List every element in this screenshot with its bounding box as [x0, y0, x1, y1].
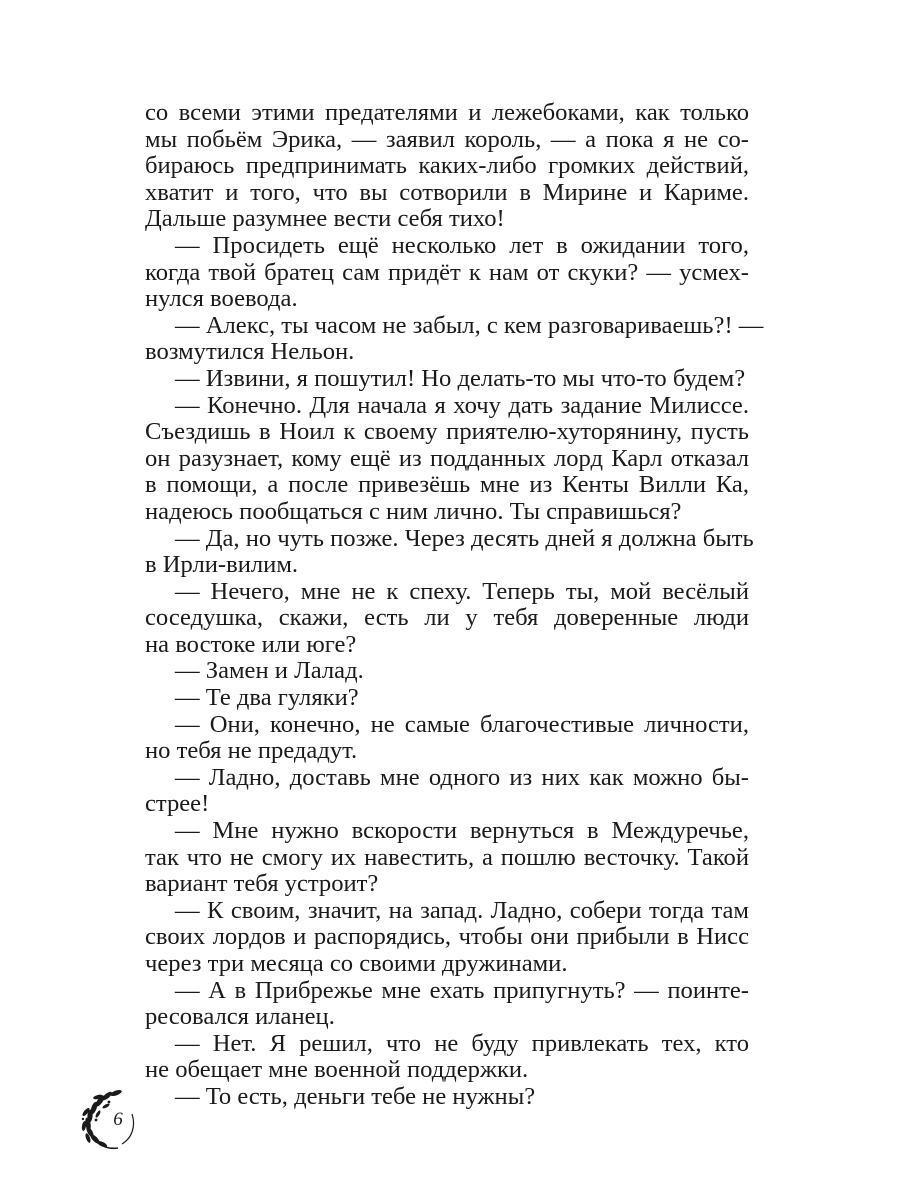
text-line: со всеми этими предателями и лежебоками, как только — [145, 99, 749, 126]
text-line: Дальше разумнее вести себя тихо! — [145, 205, 505, 233]
text-line: — Конечно. Для начала я хочу дать задание Милиссе. — [175, 391, 749, 419]
text-line: на востоке или юге? — [145, 630, 357, 658]
text-line: но тебя не предадут. — [145, 737, 358, 765]
text-line: ресовался иланец. — [145, 1003, 335, 1031]
text-line: в помощи, а после привезёшь мне из Кенты Вилли Ка, — [145, 471, 749, 499]
text-line: возмутился Нельон. — [145, 338, 355, 366]
body-text — [145, 99, 764, 1111]
text-line: — Нечего, мне не к спеху. Теперь ты, мой весёлый — [175, 577, 749, 605]
text-line: нулся воевода. — [145, 285, 298, 313]
text-line: — А в Прибрежье мне ехать припугнуть? — поинте- — [175, 976, 749, 1004]
text-line: через три месяца со своими дружинами. — [145, 950, 568, 977]
text-line: хватит и того, что вы сотворили в Мирине и Кариме. — [145, 178, 749, 206]
text-line: вариант тебя устроит? — [145, 870, 379, 898]
text-line: Съездишь в Ноил к своему приятелю-хуторянину, пусть — [145, 418, 749, 446]
text-line: — Они, конечно, не самые благочестивые личности, — [175, 710, 749, 738]
text-line: — Замен и Лалад. — [175, 657, 364, 685]
text-line: — Просидеть ещё несколько лет в ожидании того, — [175, 231, 749, 259]
text-line: — Нет. Я решил, что не буду привлекать тех, кто — [175, 1029, 749, 1057]
text-line: — Да, но чуть позже. Через десять дней я должна быть — [175, 524, 754, 552]
text-line: — Извини, я пошутил! Но делать-то мы что-то будем? — [175, 364, 746, 392]
text-line: стрее! — [145, 790, 210, 818]
text-line: бираюсь предпринимать каких-либо громких действий, — [145, 152, 749, 180]
text-line: он разузнает, кому ещё из подданных лорд Карл отказал — [145, 444, 749, 472]
text-line: так что не смогу их навестить, а пошлю весточку. Такой — [145, 843, 749, 871]
text-line: надеюсь пообщаться с ним лично. Ты справишься? — [145, 497, 682, 525]
text-line: — К своим, значит, на запад. Ладно, собери тогда там — [175, 896, 749, 924]
text-line: мы побьём Эрика, — заявил король, — а пока я не со- — [145, 125, 749, 153]
text-line: — Алекс, ты часом не забыл, с кем разговариваешь?! — — [175, 311, 764, 339]
text-line: — То есть, деньги тебе не нужны? — [175, 1082, 536, 1110]
page-number: 6 — [113, 1109, 123, 1130]
text-line: — Мне нужно вскорости вернуться в Междуречье, — [175, 817, 749, 845]
page-folio — [76, 1086, 146, 1156]
text-line: когда твой братец сам придёт к нам от скуки? — усмех- — [145, 258, 749, 286]
text-line: — Ладно, доставь мне одного из них как можно бы- — [175, 763, 749, 791]
text-line: в Ирли-вилим. — [145, 551, 299, 579]
text-line: соседушка, скажи, есть ли у тебя доверенные люди — [145, 604, 749, 632]
text-line: не обещает мне военной поддержки. — [145, 1056, 529, 1084]
text-line: — Те два гуляки? — [175, 684, 359, 712]
text-line: своих лордов и распорядись, чтобы они прибыли в Нисс — [145, 923, 749, 951]
